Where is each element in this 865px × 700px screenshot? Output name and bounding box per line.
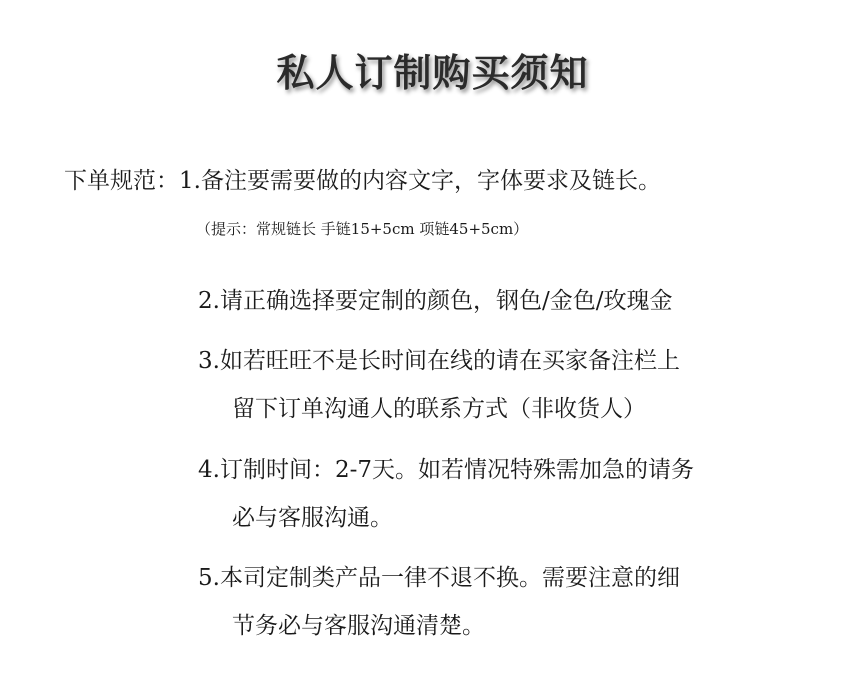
item-3-text-line-1: 如若旺旺不是长时间在线的请在买家备注栏上 [219, 348, 680, 374]
item-1-text: 备注要需要做的内容文字，字体要求及链长。 [200, 168, 661, 194]
item-3-text-line-2: 留下订单沟通人的联系方式（非收货人） [232, 396, 646, 422]
item-2-row [198, 290, 672, 313]
item-1-hint: （提示：常规链长 手链15+5cm 项链45+5cm） [196, 220, 529, 238]
item-4-text-line-1: 订制时间：2-7天。如若情况特殊需加急的请务 [219, 457, 694, 483]
item-1-number: 1. [179, 168, 201, 194]
section-label: 下单规范： [64, 168, 179, 194]
item-5-number: 5. [198, 565, 220, 591]
item-5-text-line-2: 节务必与客服沟通清楚。 [232, 613, 485, 639]
item-5-text-line-1: 本司定制类产品一律不退不换。需要注意的细 [219, 565, 680, 591]
item-4-row [198, 459, 694, 482]
item-3-number: 3. [198, 348, 220, 374]
item-5-row [198, 567, 680, 590]
item-3-row [198, 350, 680, 373]
item-2-text: 请正确选择要定制的颜色，钢色/金色/玫瑰金 [219, 288, 673, 314]
page-title: 私人订制购买须知 [276, 50, 589, 95]
item-4-text-line-2: 必与客服沟通。 [232, 505, 393, 531]
item-1-row [64, 170, 661, 193]
item-2-number: 2. [198, 288, 220, 314]
item-4-number: 4. [198, 457, 220, 483]
